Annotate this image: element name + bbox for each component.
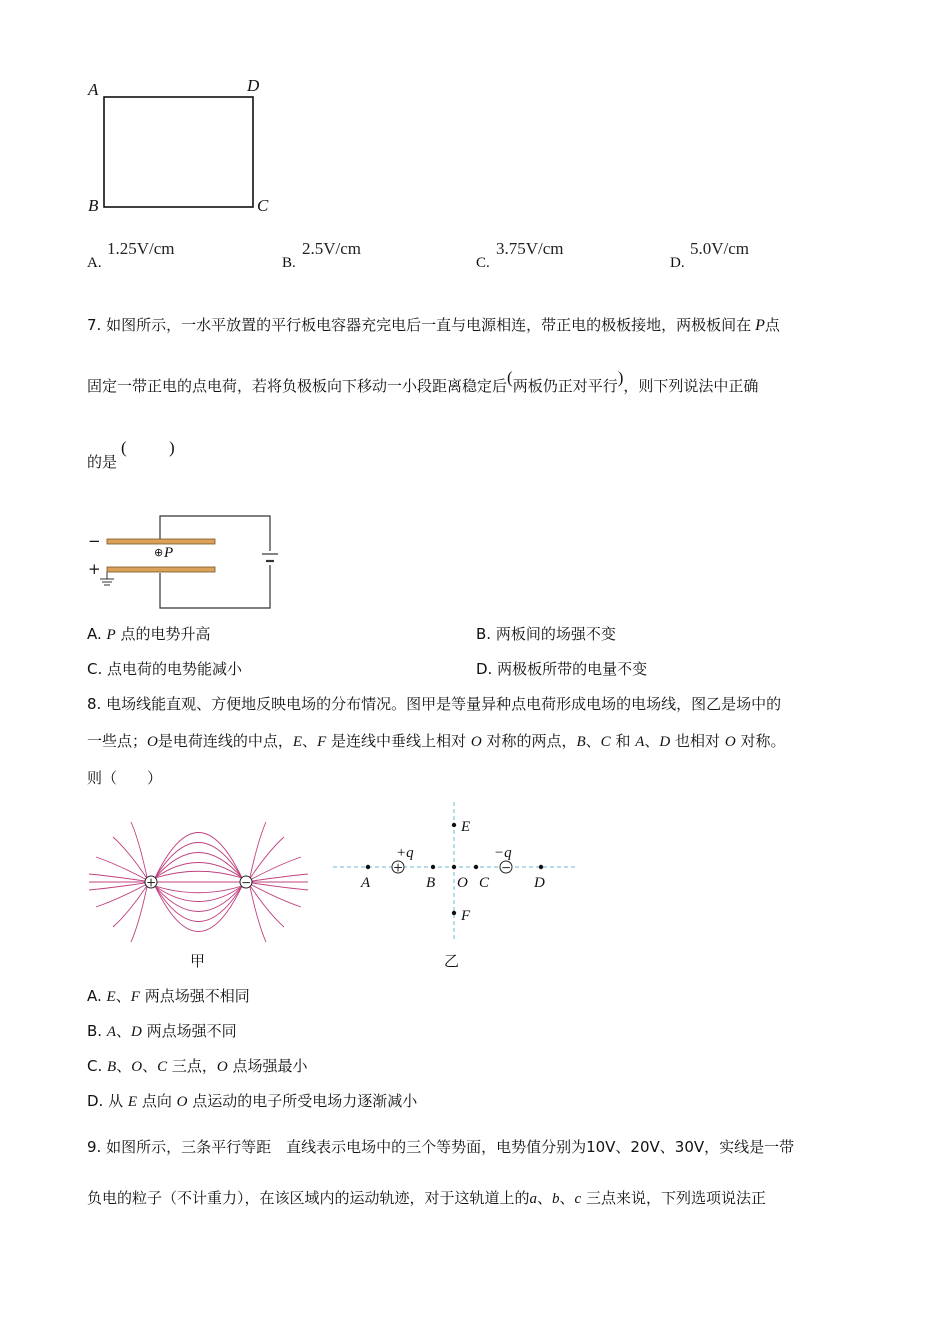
q7-line-1 [87, 315, 780, 336]
vertex-label-d: D [247, 76, 260, 95]
point-e [452, 823, 456, 827]
field-line [250, 887, 266, 942]
q8-option-a: A. E、F 两点场强不相同 [87, 987, 250, 1005]
plus-sign: + [88, 560, 101, 578]
q7-blank-open: ( [121, 438, 127, 457]
vertex-label-c: C [257, 196, 269, 215]
field-lines [89, 822, 308, 942]
q7-point-p: P [755, 317, 765, 334]
field-line [113, 886, 147, 927]
q8-option-c: C. B、O、C 三点，O 点场强最小 [87, 1057, 308, 1075]
q7-line2-text: 固定一带正电的点电荷，若将负极板向下移动一小段距离稳定后 [87, 377, 508, 395]
q8-option-b: B. A、D 两点场强不同 [87, 1022, 237, 1040]
field-lines-figure [85, 815, 310, 950]
q8-option-d: D. 从 E 点向 O 点运动的电子所受电场力逐渐减小 [87, 1092, 418, 1110]
q6-option-b-value: 2.5V/cm [302, 239, 362, 258]
q6-option-b-letter: B. [282, 255, 296, 271]
q7-option-a-p: P [106, 627, 116, 643]
label-e: E [461, 819, 471, 835]
capacitor-figure [85, 508, 285, 613]
negative-charge-sign: − [240, 875, 252, 890]
point-c [474, 865, 478, 869]
q7-line1-text: 7. 如图所示，一水平放置的平行板电容器充完电后一直与电源相连，带正电的极板接地，两极板间在 [87, 316, 752, 334]
figure-caption-yi: 乙 [444, 952, 460, 970]
label-o: O [457, 875, 468, 891]
q7-option-a [87, 624, 211, 645]
q6-option-a-value: 1.25V/cm [107, 239, 175, 258]
q7-option-c: C. 点电荷的电势能减小 [87, 660, 243, 678]
q6-option-c-letter: C. [476, 255, 490, 271]
q9-line-1: 9. 如图所示，三条平行等距 直线表示电场中的三个等势面，电势值分别为10V、20V、30V，实线是一带 [87, 1138, 795, 1156]
point-a [366, 865, 370, 869]
q7-line-2 [87, 368, 759, 396]
field-line [250, 857, 301, 880]
q8-line-3: 则（ ） [87, 769, 163, 787]
field-line [250, 822, 266, 877]
q7-option-a-letter: A. [87, 625, 102, 643]
point-charge-icon: ⊕ [154, 546, 164, 559]
q8-line-2: 一些点；O是电荷连线的中点，E、F 是连线中垂线上相对 O 对称的两点，B、C 和 A、D 也相对 O 对称。 [87, 732, 786, 750]
plus-q-sign: + [392, 860, 404, 875]
q8-line-1: 8. 电场线能直观、方便地反映电场的分布情况。图甲是等量异种点电荷形成电场的电场线，图乙是场中的 [87, 695, 782, 713]
q7-option-d: D. 两极板所带的电量不变 [476, 660, 648, 678]
rectangle-abcd [104, 97, 253, 207]
q7-option-a-text: 点的电势升高 [120, 625, 211, 643]
vertex-label-b: B [88, 196, 99, 215]
label-c: C [479, 875, 490, 891]
q7-paren-open: ( [507, 368, 513, 387]
points-figure [330, 800, 580, 945]
field-line [250, 884, 301, 907]
q6-option-a-letter: A. [87, 255, 102, 271]
field-line [131, 822, 147, 877]
point-b [431, 865, 435, 869]
negative-plate [107, 539, 215, 544]
field-line [155, 886, 242, 922]
field-line [155, 886, 242, 893]
field-line [96, 857, 147, 880]
q7-line1-end: 点 [764, 316, 780, 334]
field-line [113, 837, 147, 878]
label-f: F [461, 908, 471, 924]
field-line [155, 843, 242, 879]
minus-q-sign: − [500, 860, 512, 875]
positive-plate [107, 567, 215, 572]
figure-caption-jia: 甲 [190, 952, 206, 970]
label-plus-q: +q [396, 845, 414, 861]
q9-line-2: 负电的粒子（不计重力），在该区域内的运动轨迹，对于这轨道上的a、b、c 三点来说，下列选项说法正 [87, 1189, 767, 1207]
vertex-label-a: A [88, 80, 99, 99]
field-line [250, 886, 284, 927]
label-d: D [534, 875, 545, 891]
label-minus-q: −q [494, 845, 512, 861]
q7-line3-text: 的是 [87, 453, 118, 471]
q6-option-c-value: 3.75V/cm [496, 239, 564, 258]
q6-option-d-value: 5.0V/cm [690, 239, 750, 258]
q7-line2-end: ，则下列说法中正确 [623, 377, 759, 395]
upper-wire [160, 516, 270, 551]
field-line [131, 887, 147, 942]
field-line [250, 837, 284, 878]
q7-paren-inner: 两板仍正对平行 [512, 377, 618, 395]
point-p-label: P [164, 545, 174, 561]
q6-option-d-letter: D. [670, 255, 685, 271]
minus-sign: − [88, 532, 101, 550]
point-d [539, 865, 543, 869]
q7-blank-close: ) [169, 438, 175, 457]
point-f [452, 911, 456, 915]
q7-option-b: B. 两板间的场强不变 [476, 625, 616, 643]
label-a: A [361, 875, 371, 891]
q7-paren-close: ) [617, 368, 624, 387]
q7-line-3 [87, 452, 117, 472]
field-line [96, 884, 147, 907]
label-b: B [426, 875, 436, 891]
field-line [155, 871, 242, 878]
positive-charge-sign: + [145, 875, 157, 890]
point-o [452, 865, 456, 869]
